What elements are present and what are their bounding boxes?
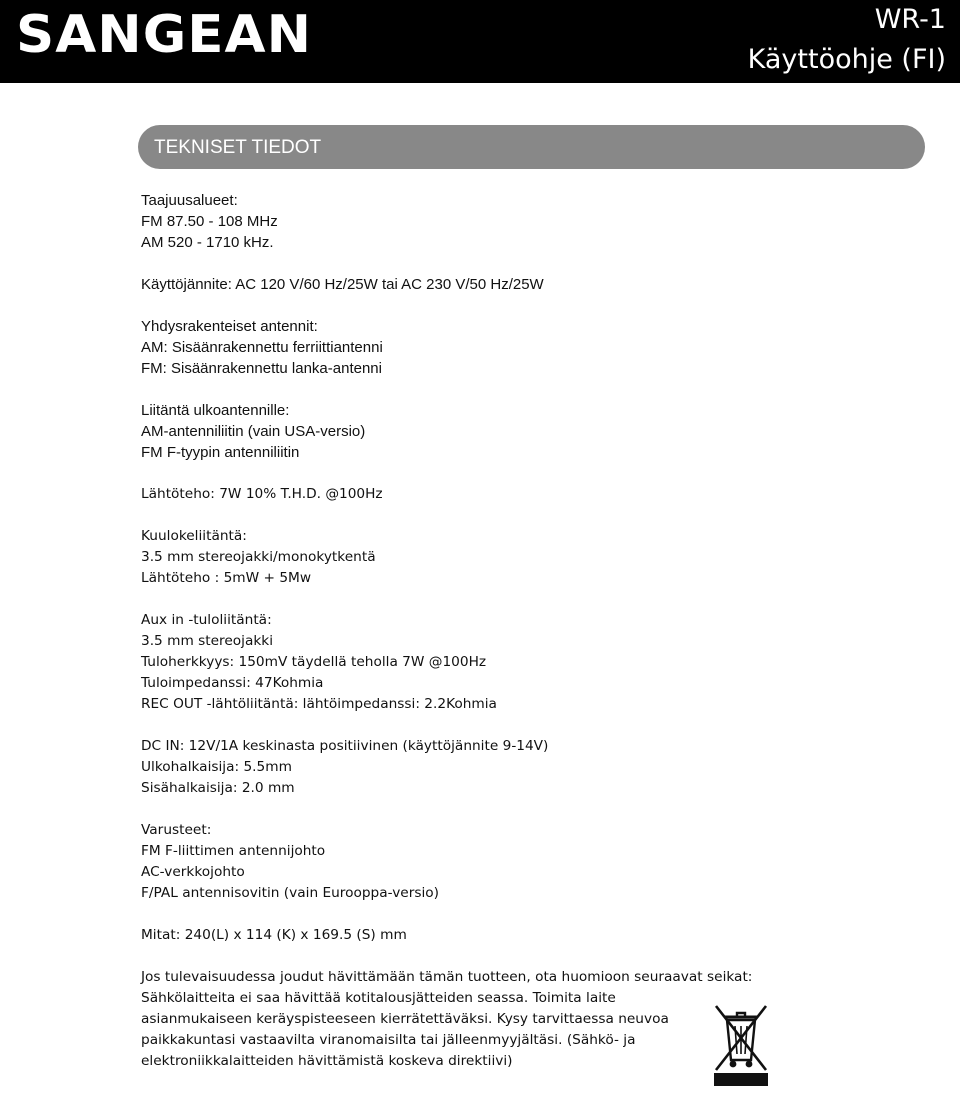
spec-line: Sisähalkaisija: 2.0 mm <box>141 780 295 796</box>
spec-line: FM F-liittimen antennijohto <box>141 843 326 859</box>
spec-line: AM-antenniliitin (vain USA-versio) <box>141 423 366 440</box>
spec-line: Mitat: 240(L) x 114 (K) x 169.5 (S) mm <box>141 927 407 943</box>
spec-paragraph <box>141 316 781 379</box>
spec-line: AC-verkkojohto <box>141 864 245 880</box>
spec-line: 3.5 mm stereojakki <box>141 633 274 649</box>
spec-line: DC IN: 12V/1A keskinasta positiivinen (käyttöjännite 9-14V) <box>141 738 549 754</box>
spec-line: F/PAL antennisovitin (vain Eurooppa-versio) <box>141 885 439 901</box>
spec-line: Tuloherkkyys: 150mV täydellä teholla 7W @100Hz <box>141 654 487 670</box>
spec-paragraph <box>141 736 781 799</box>
spec-paragraph <box>141 400 781 463</box>
spec-line: 3.5 mm stereojakki/monokytkentä <box>141 549 376 565</box>
spec-paragraph <box>141 274 781 295</box>
section-title: TEKNISET TIEDOT <box>154 137 322 158</box>
spec-line: REC OUT -lähtöliitäntä: lähtöimpedanssi: 2.2Kohmia <box>141 696 497 712</box>
spec-line: Yhdysrakenteiset antennit: <box>141 318 318 335</box>
spec-line: Lähtöteho : 5mW + 5Mw <box>141 570 312 586</box>
spec-line: Taajuusalueet: <box>141 192 238 209</box>
crossed-out-wheelie-bin-icon <box>712 998 770 1088</box>
spec-paragraph <box>141 610 781 715</box>
spec-line: Sähkölaitteita ei saa hävittää kotitalousjätteiden seassa. Toimita laite <box>141 990 616 1006</box>
spec-line: Jos tulevaisuudessa joudut hävittämään tämän tuotteen, ota huomioon seuraavat seikat: <box>141 969 753 985</box>
spec-line: Käyttöjännite: AC 120 V/60 Hz/25W tai AC 230 V/50 Hz/25W <box>141 276 544 293</box>
spec-line: Aux in -tuloliitäntä: <box>141 612 272 628</box>
header-bar <box>0 0 960 83</box>
spec-line: asianmukaiseen keräyspisteeseen kierrätettäväksi. Kysy tarvittaessa neuvoa <box>141 1011 669 1027</box>
specifications-body <box>141 190 781 1093</box>
spec-line: Tuloimpedanssi: 47Kohmia <box>141 675 324 691</box>
spec-line: Kuulokeliitäntä: <box>141 528 247 544</box>
spec-line: AM 520 - 1710 kHz. <box>141 234 274 251</box>
spec-line: AM: Sisäänrakennettu ferriittiantenni <box>141 339 383 356</box>
manual-language: Käyttöohje (FI) <box>747 44 946 75</box>
spec-line: Ulkohalkaisija: 5.5mm <box>141 759 292 775</box>
spec-line: elektroniikkalaitteiden hävittämistä koskeva direktiivi) <box>141 1053 513 1069</box>
spec-paragraph <box>141 820 781 904</box>
section-header <box>138 125 925 169</box>
spec-line: FM: Sisäänrakennettu lanka-antenni <box>141 360 382 377</box>
spec-paragraph <box>141 484 781 505</box>
brand-logo: SANGEAN <box>16 5 312 65</box>
spec-line: FM F-tyypin antenniliitin <box>141 444 300 461</box>
spec-line: Lähtöteho: 7W 10% T.H.D. @100Hz <box>141 486 383 502</box>
spec-paragraph <box>141 967 781 1072</box>
spec-paragraph <box>141 925 781 946</box>
spec-line: paikkakuntasi vastaavilta viranomaisilta tai jälleenmyyjältäsi. (Sähkö- ja <box>141 1032 636 1048</box>
model-name: WR-1 <box>874 4 946 35</box>
spec-line: Varusteet: <box>141 822 212 838</box>
spec-line: FM 87.50 - 108 MHz <box>141 213 278 230</box>
spec-paragraph <box>141 190 781 253</box>
model-title <box>748 0 946 80</box>
spec-line: Liitäntä ulkoantennille: <box>141 402 290 419</box>
spec-paragraph <box>141 526 781 589</box>
